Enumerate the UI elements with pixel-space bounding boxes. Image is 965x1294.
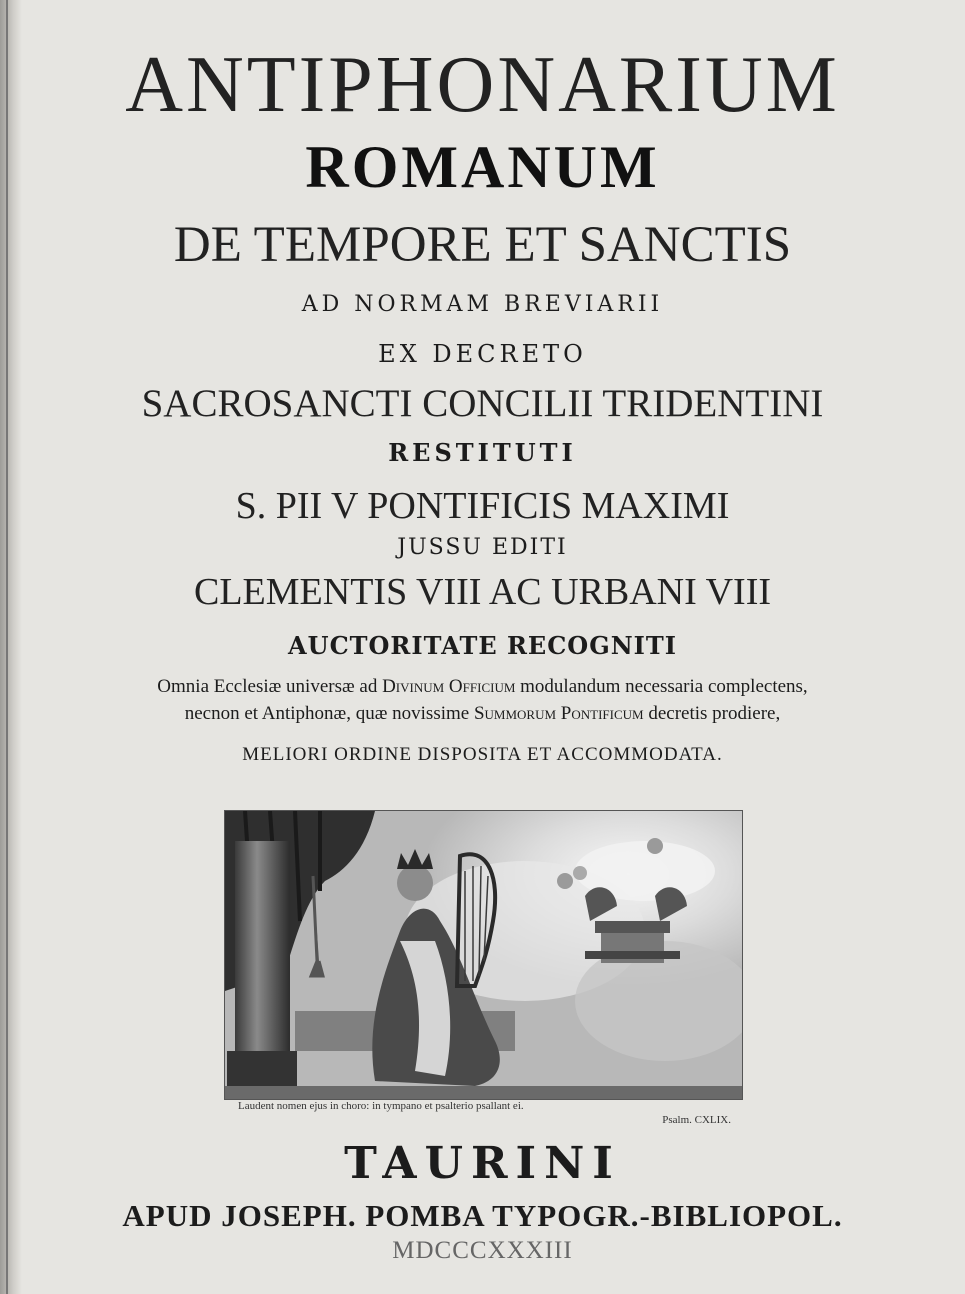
imprint-publisher: APUD JOSEPH. POMBA TYPOGR.-BIBLIOPOL. [122, 1198, 843, 1233]
title-romanum: ROMANUM [305, 134, 660, 200]
line-restituti: RESTITUTI [388, 438, 577, 467]
title-antiphonarium: ANTIPHONARIUM [125, 41, 840, 129]
line-jussu-editi: JUSSU EDITI [397, 535, 568, 560]
line-clementis: CLEMENTIS VIII AC URBANI VIII [193, 571, 771, 613]
imprint-place: TAURINI [344, 1138, 621, 1189]
line-auctoritate: AUCTORITATE RECOGNITI [288, 631, 677, 660]
caption-reference: Psalm. CXLIX. [662, 1114, 731, 1126]
description-line-2: necnon et Antiphonæ, quæ novissime Summorum Pontificum decretis prodiere, [184, 703, 781, 724]
description-line-1: Omnia Ecclesiæ universæ ad Divinum Officium modulandum necessaria complectens, [157, 676, 808, 697]
line-ex-decreto: EX DECRETO [378, 340, 587, 368]
line-pii-v: S. PII V PONTIFICIS MAXIMI [235, 485, 730, 527]
subtitle-de-tempore: DE TEMPORE ET SANCTIS [173, 217, 792, 273]
engraving-king-david-harp [224, 810, 743, 1100]
line-ad-normam: AD NORMAM BREVIARII [301, 292, 664, 317]
description-line-3: MELIORI ORDINE DISPOSITA ET ACCOMMODATA. [242, 744, 723, 765]
line-concilii: SACROSANCTI CONCILII TRIDENTINI [141, 382, 824, 425]
imprint-year: MDCCCXXXIII [392, 1237, 573, 1264]
engraving-caption [224, 1098, 741, 1128]
caption-verse: Laudent nomen ejus in choro: in tympano et psalterio psallant ei. [238, 1100, 524, 1112]
